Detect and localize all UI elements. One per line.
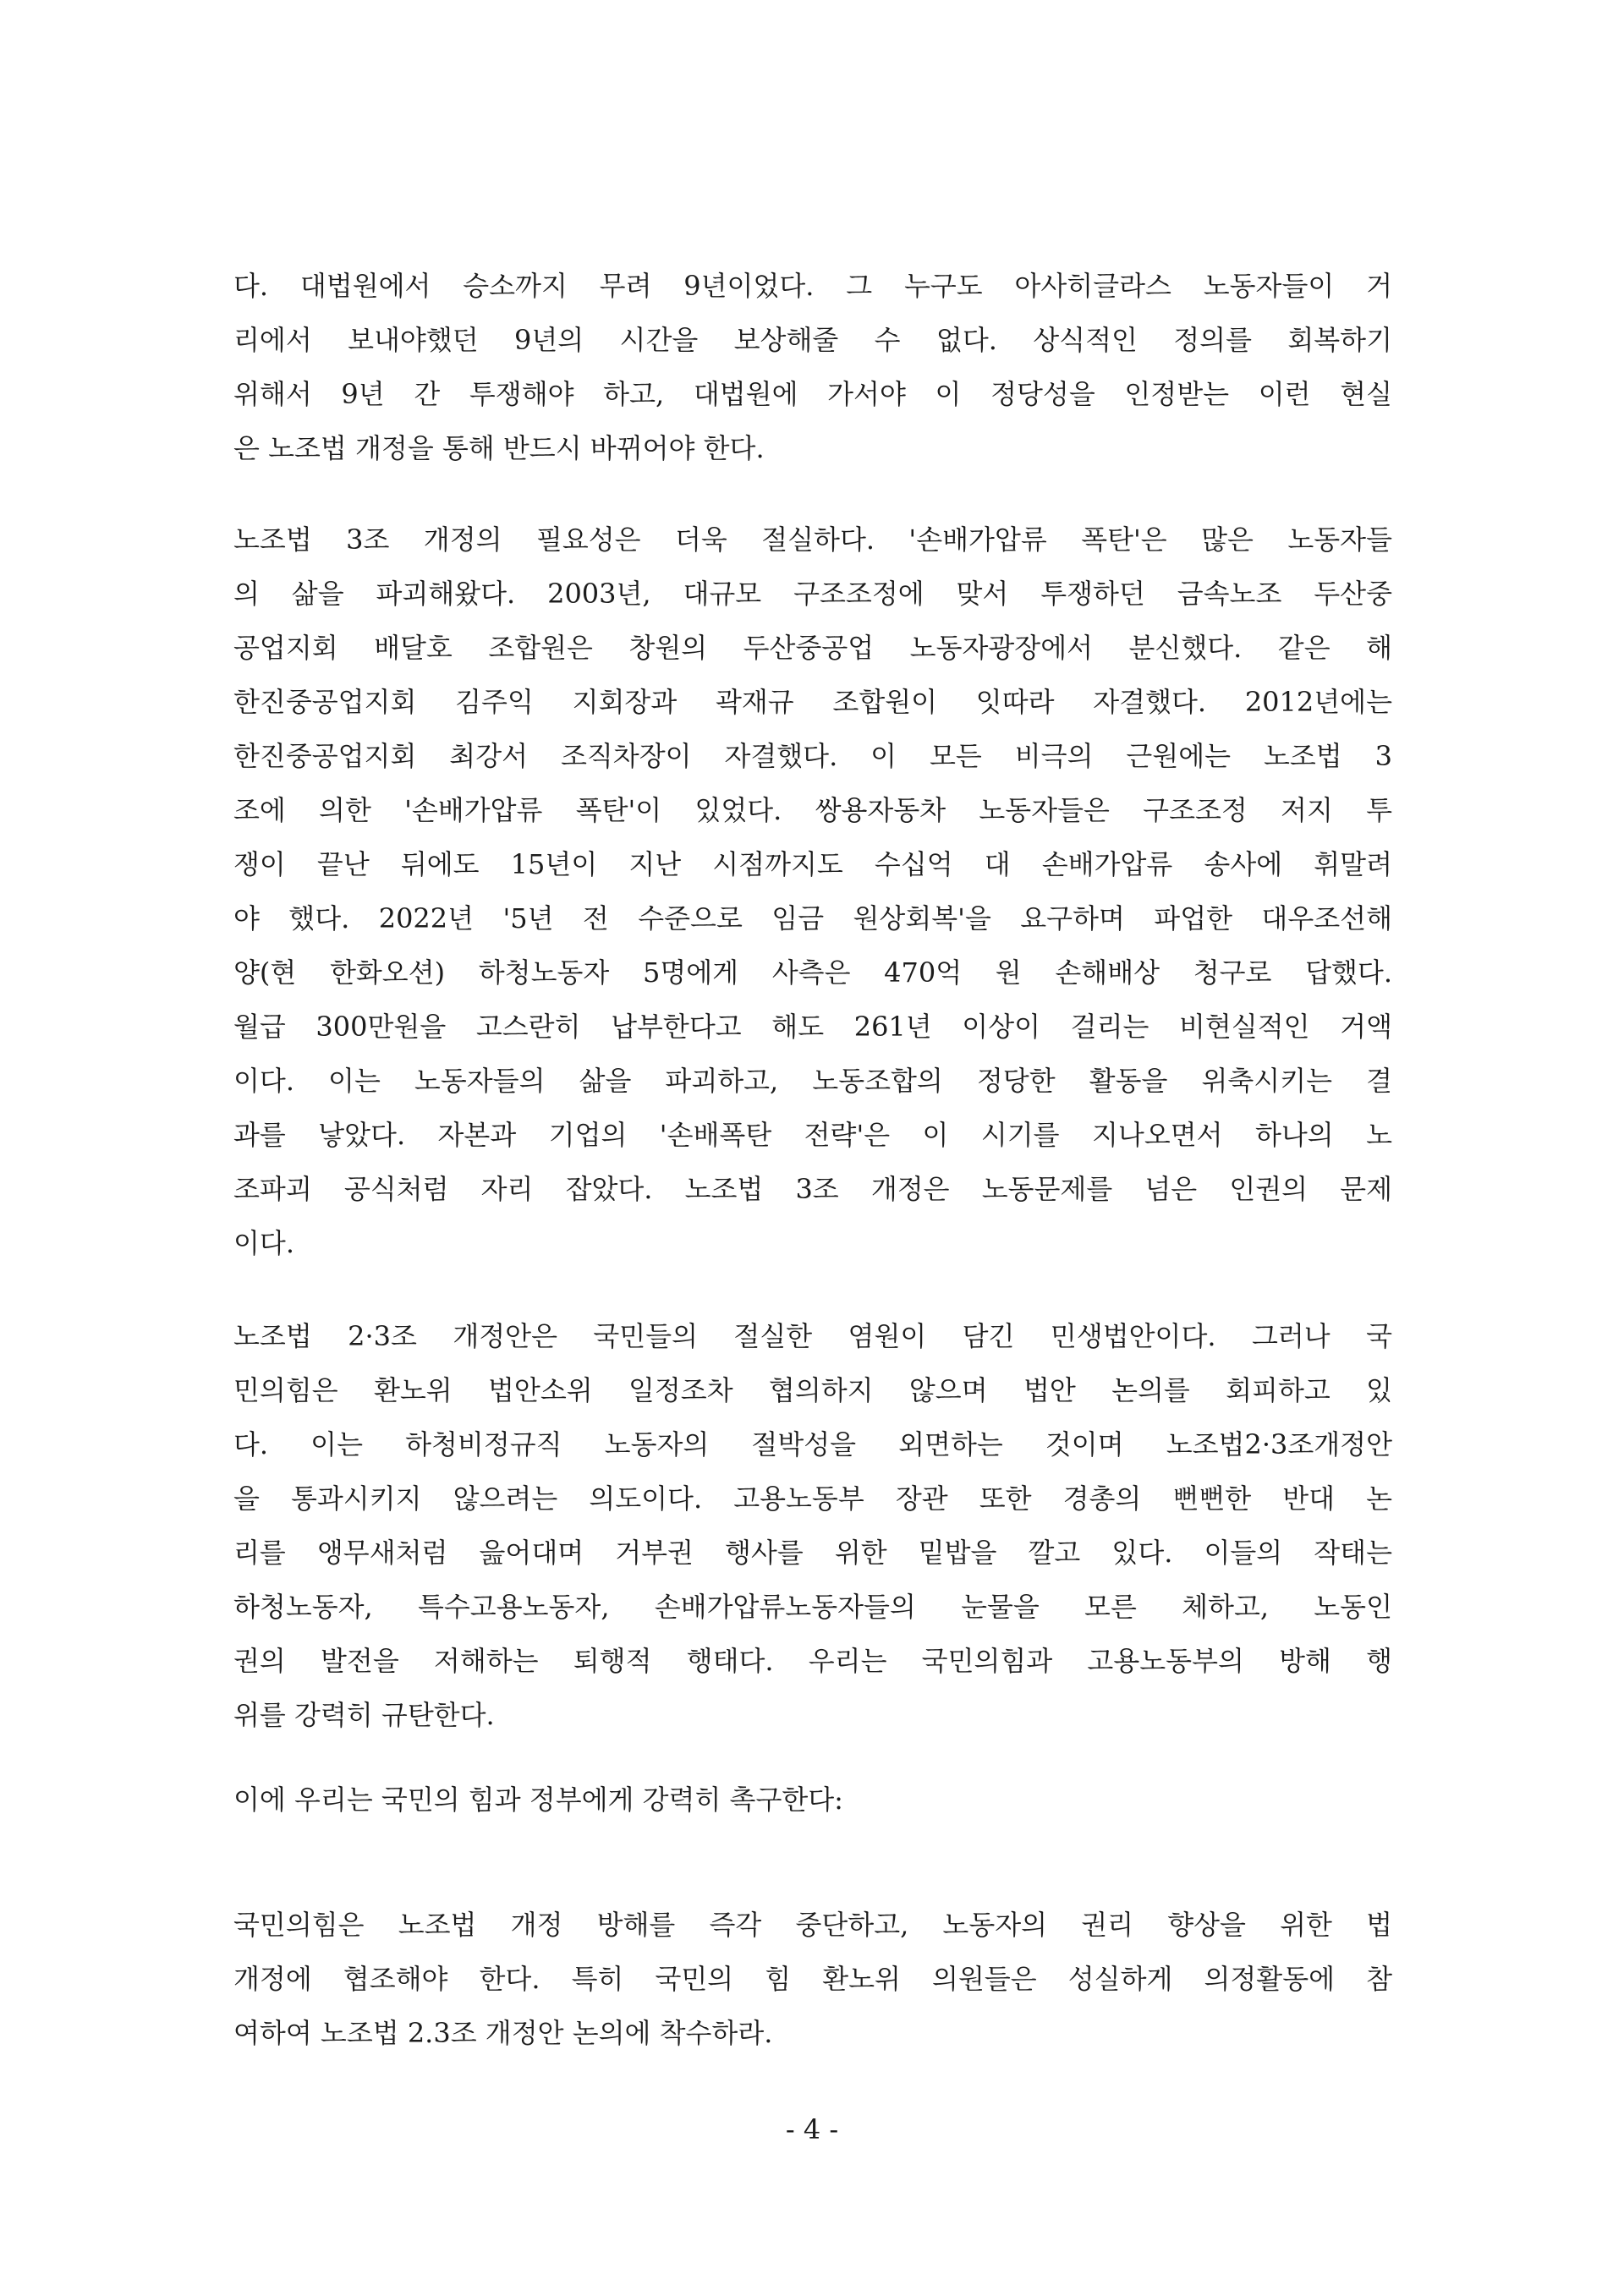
text-line: 다. 대법원에서 승소까지 무려 9년이었다. 그 누구도 아사히글라스 노동자들이 거	[233, 270, 1392, 302]
text-line: 의 삶을 파괴해왔다. 2003년, 대규모 구조조정에 맞서 투쟁하던 금속노조 두산중	[233, 578, 1392, 610]
text-line: 이다. 이는 노동자들의 삶을 파괴하고, 노동조합의 정당한 활동을 위축시키는 결	[233, 1065, 1392, 1097]
text-line: 월급 300만원을 고스란히 납부한다고 해도 261년 이상이 걸리는 비현실적인 거액	[233, 1011, 1392, 1043]
paragraph-article-2-3	[233, 1309, 1392, 1742]
text-line: 리를 앵무새처럼 읊어대며 거부권 행사를 위한 밑밥을 깔고 있다. 이들의 작태는	[233, 1537, 1392, 1569]
text-line: 노조법 3조 개정의 필요성은 더욱 절실하다. '손배가압류 폭탄'은 많은 노동자들	[233, 523, 1392, 556]
text-line: 권의 발전을 저해하는 퇴행적 행태다. 우리는 국민의힘과 고용노동부의 방해 행	[233, 1645, 1392, 1677]
text-line: 국민의힘은 노조법 개정 방해를 즉각 중단하고, 노동자의 권리 향상을 위한 법	[233, 1909, 1392, 1941]
paragraph-article-3	[233, 512, 1392, 1270]
text-line: 여하여 노조법 2.3조 개정안 논의에 착수하라.	[233, 2017, 773, 2049]
text-line: 위해서 9년 간 투쟁해야 하고, 대법원에 가서야 이 정당성을 인정받는 이런 현실	[233, 378, 1392, 410]
text-line: 공업지회 배달호 조합원은 창원의 두산중공업 노동자광장에서 분신했다. 같은 해	[233, 632, 1392, 664]
text-line: 과를 낳았다. 자본과 기업의 '손배폭탄 전략'은 이 시기를 지나오면서 하나의 노	[233, 1119, 1392, 1151]
text-line: 다. 이는 하청비정규직 노동자의 절박성을 외면하는 것이며 노조법2·3조개정안	[233, 1428, 1392, 1460]
text-line: 이다.	[233, 1227, 294, 1259]
text-line: 리에서 보내야했던 9년의 시간을 보상해줄 수 없다. 상식적인 정의를 회복하기	[233, 324, 1392, 356]
paragraph-asahi-glass	[233, 259, 1392, 475]
text-line: 한진중공업지회 김주익 지회장과 곽재규 조합원이 잇따라 자결했다. 2012년에는	[233, 686, 1392, 718]
paragraph-demand-intro	[233, 1773, 1392, 1827]
text-line: 조파괴 공식처럼 자리 잡았다. 노조법 3조 개정은 노동문제를 넘은 인권의 문제	[233, 1173, 1392, 1205]
text-line: 쟁이 끝난 뒤에도 15년이 지난 시점까지도 수십억 대 손배가압류 송사에 휘말려	[233, 848, 1392, 880]
text-line: 야 했다. 2022년 '5년 전 수준으로 임금 원상회복'을 요구하며 파업한 대우조선해	[233, 902, 1392, 934]
text-line: 위를 강력히 규탄한다.	[233, 1699, 495, 1731]
text-line: 한진중공업지회 최강서 조직차장이 자결했다. 이 모든 비극의 근원에는 노조법 3	[233, 740, 1392, 772]
text-line: 은 노조법 개정을 통해 반드시 바뀌어야 한다.	[233, 432, 765, 464]
text-line: 노조법 2·3조 개정안은 국민들의 절실한 염원이 담긴 민생법안이다. 그러나 국	[233, 1320, 1392, 1352]
text-line: 조에 의한 '손배가압류 폭탄'이 있었다. 쌍용자동차 노동자들은 구조조정 저지 투	[233, 794, 1392, 826]
text-line: 개정에 협조해야 한다. 특히 국민의 힘 환노위 의원들은 성실하게 의정활동에 참	[233, 1963, 1392, 1995]
text-line: 이에 우리는 국민의 힘과 정부에게 강력히 촉구한다:	[233, 1784, 843, 1816]
paragraph-demand	[233, 1898, 1392, 2060]
text-line: 양(현 한화오션) 하청노동자 5명에게 사측은 470억 원 손해배상 청구로 답했다.	[233, 956, 1392, 989]
text-line: 하청노동자, 특수고용노동자, 손배가압류노동자들의 눈물을 모른 체하고, 노동인	[233, 1591, 1392, 1623]
text-line: 을 통과시키지 않으려는 의도이다. 고용노동부 장관 또한 경총의 뻔뻔한 반대 논	[233, 1482, 1392, 1515]
text-line: 민의힘은 환노위 법안소위 일정조차 협의하지 않으며 법안 논의를 회피하고 있	[233, 1374, 1392, 1406]
page-number: - 4 -	[785, 2113, 839, 2145]
